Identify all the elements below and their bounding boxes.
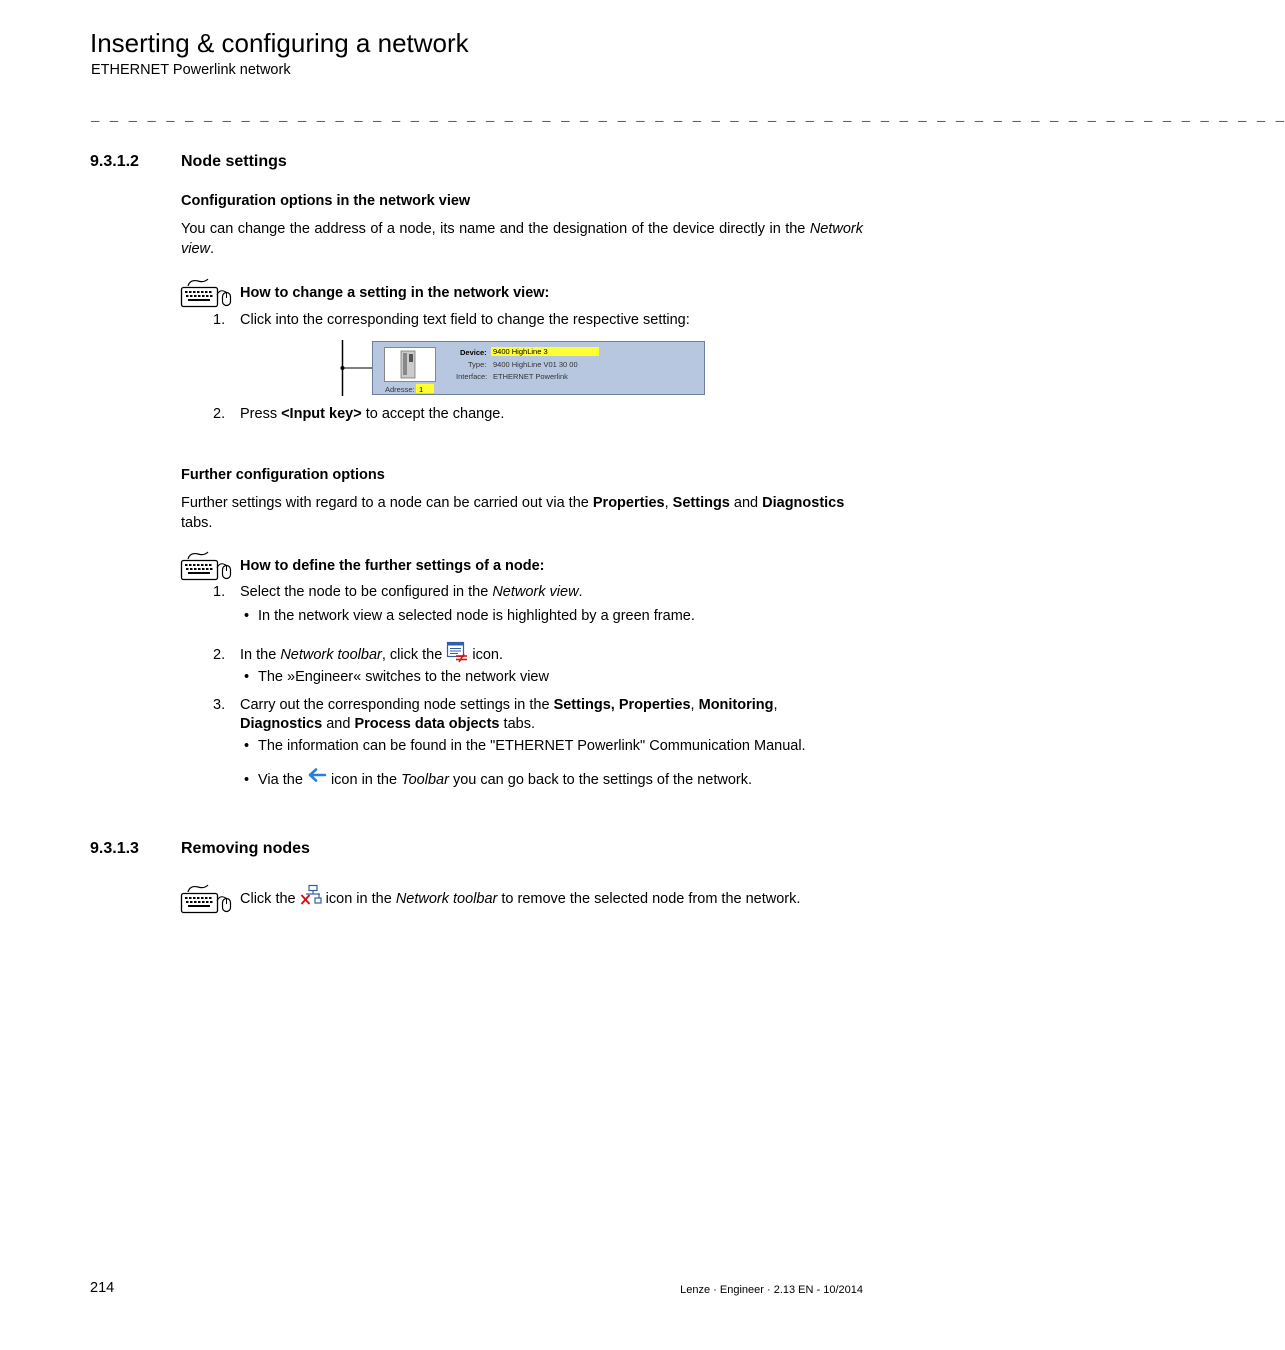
paragraph-network-view: You can change the address of a node, its name and the designation of the device directly in the Network view. <box>181 221 864 257</box>
page-header-subtitle: ETHERNET Powerlink network <box>91 62 291 78</box>
subheading-network-view: Configuration options in the network view <box>181 193 471 209</box>
keyboard-mouse-icon <box>180 551 232 583</box>
step-text: Carry out the corresponding node settings in the Settings, Properties, Monitoring, <box>240 697 778 713</box>
node-settings-icon[interactable] <box>446 641 468 663</box>
step-number: 3. <box>213 697 226 713</box>
footer-doc-info: Lenze · Engineer · 2.13 EN - 10/2014 <box>680 1284 863 1296</box>
node-screenshot <box>372 341 705 395</box>
bullet-text: The information can be found in the "ETHERNET Powerlink" Communication Manual. <box>258 738 806 754</box>
step-number: 1. <box>213 312 226 328</box>
device-thumbnail <box>384 347 436 382</box>
remove-node-icon[interactable] <box>300 884 322 906</box>
howto-heading-further-settings: How to define the further settings of a node: <box>240 558 545 574</box>
page-header-title: Inserting & configuring a network <box>90 28 469 58</box>
type-label: Type: <box>468 360 487 369</box>
step-number: 2. <box>213 406 226 422</box>
section-title: Removing nodes <box>181 840 310 857</box>
bullet: • <box>244 608 250 624</box>
device-label: Device: <box>460 348 487 357</box>
section-number: 9.3.1.2 <box>90 153 139 170</box>
bullet-text: In the network view a selected node is highlighted by a green frame. <box>258 608 695 624</box>
howto-heading-change-setting: How to change a setting in the network view: <box>240 285 550 301</box>
interface-label: Interface: <box>456 372 488 381</box>
bullet: • <box>244 772 250 788</box>
address-label: Adresse: <box>385 385 415 394</box>
step-text: Select the node to be configured in the Network view. <box>240 584 583 600</box>
address-field[interactable]: 1 <box>419 385 424 394</box>
keyboard-mouse-icon <box>180 278 232 310</box>
bullet: • <box>244 669 250 685</box>
subheading-further-options: Further configuration options <box>181 467 385 483</box>
step-text: Click into the corresponding text field to change the respective setting: <box>240 312 690 328</box>
step-text-continued: Diagnostics and Process data objects tabs. <box>240 716 535 732</box>
step-text: Press <Input key> to accept the change. <box>240 406 505 422</box>
section-number: 9.3.1.3 <box>90 840 139 857</box>
bullet: • <box>244 738 250 754</box>
header-separator: _ _ _ _ _ _ _ _ _ _ _ _ _ _ _ _ _ _ _ _ _ _ _ _ _ _ _ _ _ _ _ _ _ _ _ _ _ _ _ _ _ _ _ _ _ _ _ _ _ _ _ _ _ _ _ _ _ _ _ _ _ _ _ _ <box>91 109 1285 125</box>
type-value: 9400 HighLine V01 30 00 <box>493 360 578 369</box>
keyboard-mouse-icon <box>180 884 232 916</box>
page-number: 214 <box>90 1280 115 1296</box>
section-title: Node settings <box>181 153 287 170</box>
bullet-text: Via the icon in the Toolbar you can go back to the settings of the network. <box>258 772 752 788</box>
interface-value: ETHERNET Powerlink <box>493 372 568 381</box>
paragraph-further-options: Further settings with regard to a node can be carried out via the Properties, Settings and Diagnostics <box>181 495 845 511</box>
remove-node-text: Click the icon in the Network toolbar to remove the selected node from the network. <box>240 891 800 907</box>
device-name-field[interactable]: 9400 HighLine 3 <box>493 347 548 356</box>
connector-line <box>335 340 375 397</box>
step-text: In the Network toolbar, click the icon. <box>240 647 503 663</box>
paragraph-further-options-end: tabs. <box>181 515 213 531</box>
bullet-text: The »Engineer« switches to the network view <box>258 669 549 685</box>
step-number: 2. <box>213 647 226 663</box>
back-arrow-icon[interactable] <box>307 767 327 785</box>
step-number: 1. <box>213 584 226 600</box>
